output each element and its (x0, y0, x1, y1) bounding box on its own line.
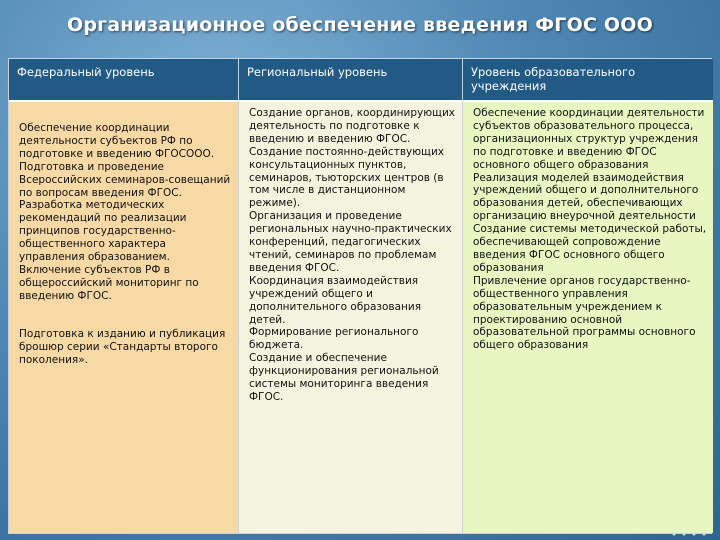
decorative-dots-icon (670, 530, 710, 538)
institution-item: Привлечение органов государственно-общественного управления образовательным учреждением к проектированию основной образовательной программы основного общего образования (473, 274, 696, 352)
institution-level-cell (463, 102, 713, 533)
column-header-federal: Федеральный уровень (9, 59, 239, 102)
federal-item: Обеспечение координации деятельности субъектов РФ по подготовке и введению ФГОСООО. (19, 122, 215, 160)
federal-item: Включение субъектов РФ в общероссийский мониторинг по введению ФГОС. (19, 263, 199, 302)
regional-item: Создание постоянно-действующих консультационных пунктов, семинаров, тьюторских центров (в том числе в дистанционном режиме). (249, 145, 444, 210)
regional-item: Координация взаимодействия учреждений общего и дополнительного образования детей. (249, 274, 422, 326)
federal-item: Подготовка и проведение Всероссийских семинаров-совещаний по вопросам введения ФГОС. (19, 160, 231, 199)
regional-item: Формирование регионального бюджета. (249, 326, 419, 352)
regional-item: Организация и проведение региональных научно-практических конференций, педагогических чтений, семинаров по проблемам введения ФГОС. (249, 210, 452, 274)
levels-table (8, 58, 712, 534)
regional-level-cell (239, 102, 463, 533)
institution-item: Реализация моделей взаимодействия учреждений общего и дополнительного образования детей, обеспечивающих организацию внеурочной деятельности (473, 171, 699, 223)
slide-title: Организационное обеспечение введения ФГОС ООО (67, 14, 653, 36)
regional-item: Создание и обеспечение функционирования региональной системы мониторинга введения ФГОС. (249, 352, 439, 403)
column-header-regional: Региональный уровень (239, 59, 463, 102)
spacer (19, 303, 232, 328)
institution-item: Создание системы методической работы, обеспечивающей сопровождение введения ФГОС основного общего образования (473, 223, 707, 274)
federal-item: Разработка методических рекомендаций по реализации принципов государственно-общественного характера управления образованием. (19, 199, 187, 264)
column-header-institution: Уровень образовательного учреждения (463, 59, 713, 102)
federal-level-cell (9, 102, 239, 533)
federal-item: Подготовка к изданию и публикация брошюр серии «Стандарты второго поколения». (19, 327, 226, 366)
regional-item: Создание органов, координирующих деятельность по подготовке к введению и введению ФГОС. (249, 107, 455, 145)
institution-item: Обеспечение координации деятельности субъектов образовательного процесса, организационных структур учреждения по подготовке и введению ФГОС основного общего образования (473, 107, 705, 171)
